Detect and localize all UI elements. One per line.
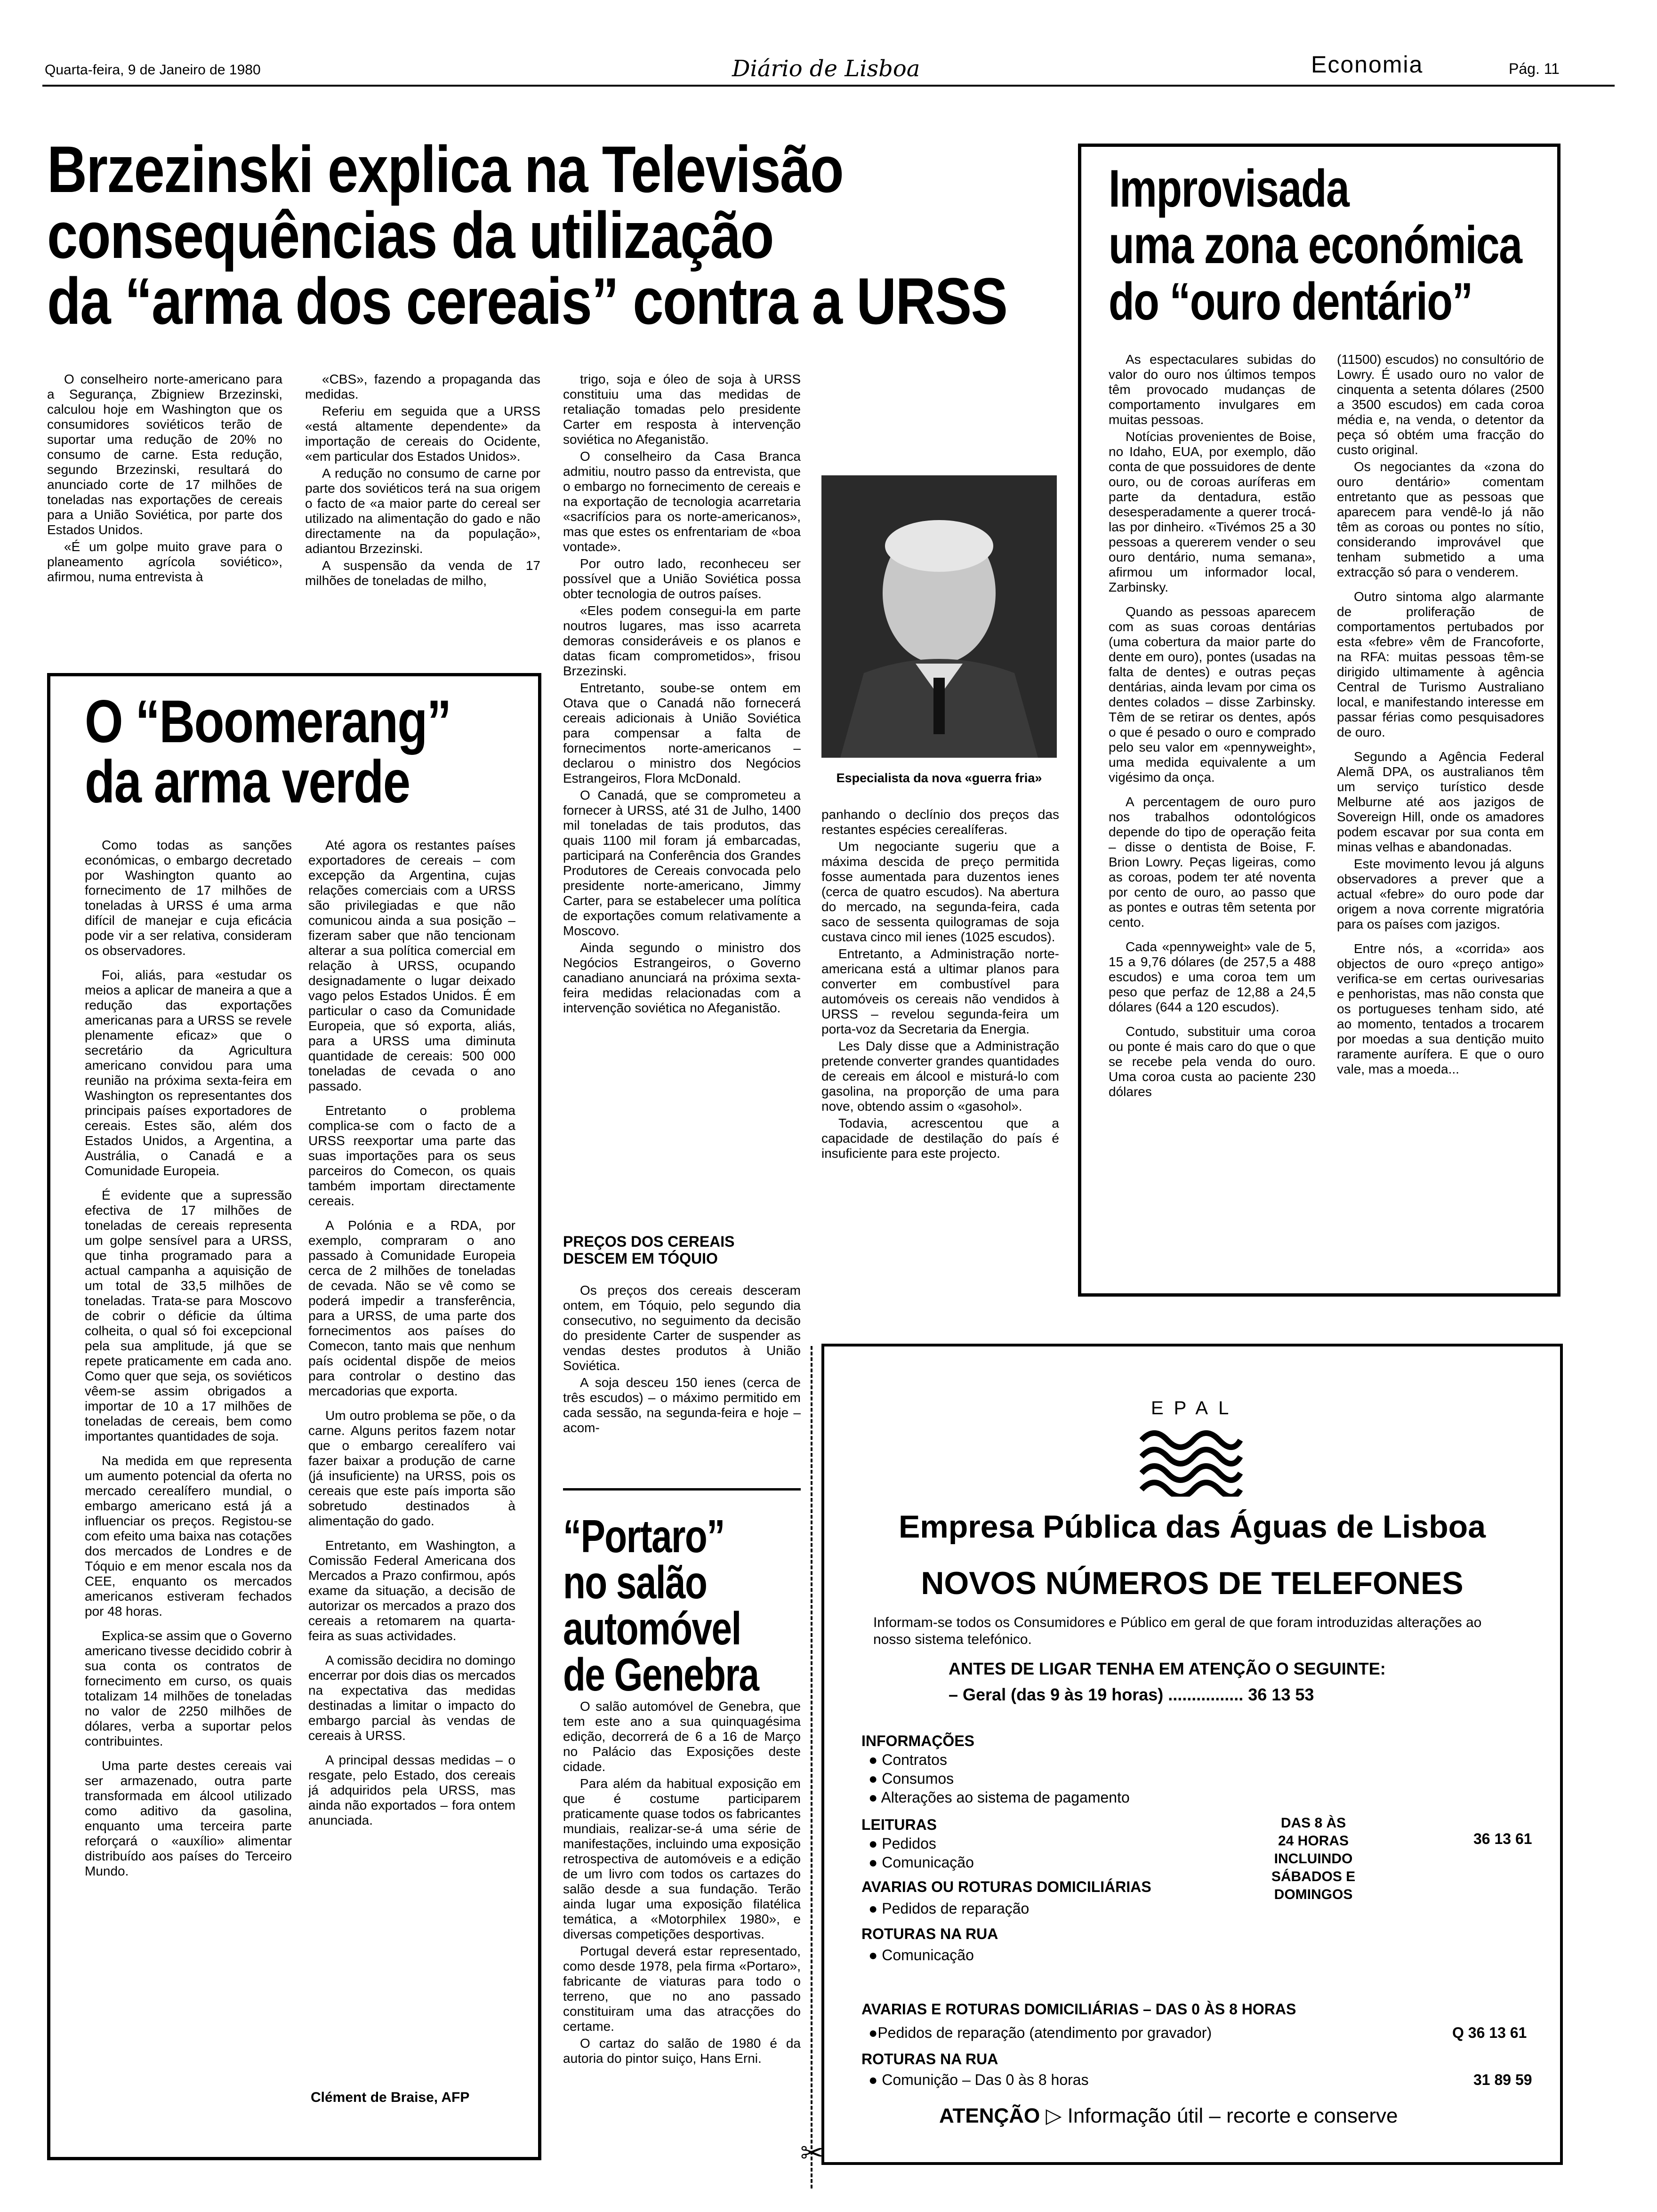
- paragraph: É evidente que a supressão efectiva de 17 milhões de toneladas de cereais representa um golpe sensível para a URSS, que tinha programado para a actual campanha a aquisição de um total de 33,5 milhões de toneladas. Trata-se para Moscovo de cobrir o déficie da última colheita, o qual só foi excepcional pela sua amplitude, já que se repete praticamente em cada ano. Como quer que seja, os soviéticos vêem-se assim obrigados a importar de 10 a 17 milhões de toneladas de cereais, bem como importantes quantidades de soja.: [85, 1188, 292, 1443]
- main-article-col2: [305, 372, 540, 654]
- ad-info-item-label: Alterações ao sistema de pagamento: [881, 1789, 1130, 1806]
- paragraph: A comissão decidira no domingo encerrar por dois dias os mercados na expectativa das medidas destinadas a limitar o impacto do embargo parcial às vendas de cereais à URSS.: [308, 1653, 515, 1743]
- paragraph: O conselheiro norte-americano para a Segurança, Zbigniew Brzezinski, calculou hoje em Washington que os consumidores soviéticos terão de suportar uma redução de 20% no consumo de carne. Esta redução, segundo Brzezinski, resultará do anunciado corte de 17 milhões de toneladas nas exportações de cereais para a União Soviética, por parte dos Estados Unidos.: [47, 372, 282, 537]
- boomerang-headline-line: O “Boomerang”: [85, 688, 451, 755]
- paragraph: Até agora os restantes países exportadores de cereais – com excepção da Argentina, cujas relações comerciais com a URSS são privilegiadas e que não comunicou ainda a sua posição – fizeram saber que não tencionam alterar a sua política comercial em relação à URSS, ocupando designadamente o lugar deixado vago pelos Estados Unidos. É em particular o caso da Comunidade Europeia, que só exporta, aliás, para a URSS uma diminuta quantidade de cereais: 500 000 toneladas de cevada o ano passado.: [308, 838, 515, 1093]
- ad-hours-block: [1243, 1814, 1384, 1904]
- paragraph: «Eles podem consegui-la em parte noutros lugares, mas isso acarreta demoras consideráveis e os planos e datas ficam comprometidos», frisou Brzezinski.: [563, 603, 801, 678]
- paragraph: Outro sintoma algo alarmante de proliferação de comportamentos pertubados por esta «febre» vêm de Francoforte, na RFA: muitas pessoas têm-se dirigido ultimamente à agência Central de Turismo Australiano local, e manifestando interesse em passar férias como pesquisadores de ouro.: [1337, 589, 1544, 739]
- paragraph: «CBS», fazendo a propaganda das medidas.: [305, 372, 540, 401]
- paragraph: Todavia, acrescentou que a capacidade de destilação do país é insuficiente para este projecto.: [821, 1116, 1059, 1161]
- paragraph: Entretanto o problema complica-se com o facto de a URSS reexportar uma parte das suas importações para os seus parceiros do Comecon, os quais também importam directamente cereais.: [308, 1103, 515, 1208]
- paragraph: Quando as pessoas aparecem com as suas coroas dentárias (uma cobertura da maior parte do dente em ouro), pontes (usadas na falta de dentes) e outras peças dentárias, ainda levam por cima os dentes colados – disse Zarbinsky. Têm de se retirar os dentes, após o que é pesado o ouro e comprado pelo seu valor em «pennyweight», uma medida equivalente a um vigésimo da onça.: [1109, 604, 1316, 785]
- ad-hours-line: DOMINGOS: [1274, 1887, 1353, 1902]
- ad-night-heading: AVARIAS E ROTURAS DOMICILIÁRIAS – DAS 0 ÀS 8 HORAS: [861, 2001, 1296, 2018]
- ad-info-item-label: Contratos: [882, 1751, 947, 1768]
- portaro-headline-line: “Portaro”: [563, 1510, 724, 1562]
- ad-hours-line: DAS 8 ÀS: [1280, 1815, 1346, 1831]
- paragraph: A Polónia e a RDA, por exemplo, compraram o ano passado à Comunidade Europeia cerca de 2 milhões de toneladas de cevada. Não se vê como se poderá impedir a transferência, para a URSS, de uma parte dos fornecimentos aos países do Comecon, tanto mais que nenhum país ocidental dispõe de meios para controlar o destino das mercadorias que exporta.: [308, 1218, 515, 1398]
- photo-caption: Especialista da nova «guerra fria»: [836, 771, 1042, 785]
- ad-night-number: Q 36 13 61: [1452, 2024, 1527, 2041]
- page-number: Pág. 11: [1509, 60, 1560, 77]
- ouro-colB: [1337, 352, 1544, 1289]
- paragraph: Referiu em seguida que a URSS «está altamente dependente» da importação de cereais do Ocidente, «em particular dos Estados Unidos».: [305, 404, 540, 464]
- paragraph: Entre nós, a «corrida» aos objectos de ouro «preço antigo» verifica-se em certas ourivesarias e penhoristas, mas não consta que os portugueses tenham sido, até ao momento, tentados a trocarem por moedas a sua dentição muito raramente aurífera. E que o ouro vale, mas a moeda...: [1337, 941, 1544, 1076]
- paragraph: A principal dessas medidas – o resgate, pelo Estado, dos cereais já adquiridos pela URSS, mas ainda não exportados – fora ontem anunciada.: [308, 1753, 515, 1827]
- portaro-headline-line: de Genebra: [563, 1649, 759, 1700]
- paragraph: A suspensão da venda de 17 milhões de toneladas de milho,: [305, 558, 540, 588]
- main-article-col3: [563, 372, 801, 1233]
- paragraph: Explica-se assim que o Governo americano tivesse decidido cobrir à sua conta os contratos de fornecimento em curso, os quais totalizam 14 milhões de toneladas no valor de 2250 milhões de dólares, verba a suportar pelos contribuintes.: [85, 1628, 292, 1748]
- paragraph: A percentagem de ouro puro nos trabalhos odontológicos depende do tipo de operação feita – disse o dentista de Boise, F. Brion Lowry. Peças ligeiras, como as coroas, podem ter até noventa por cento de ouro, ao passo que as pontes e outras têm setenta por cento.: [1109, 794, 1316, 930]
- epal-logo-text: EPAL: [1151, 1398, 1239, 1419]
- ouro-headline-line: do “ouro dentário”: [1109, 272, 1472, 331]
- epal-before: ANTES DE LIGAR TENHA EM ATENÇÃO O SEGUINTE:: [949, 1659, 1386, 1678]
- paragraph: Notícias provenientes de Boise, no Idaho, EUA, por exemplo, dão conta de que possuidores de dente ouro, ou de coroas auríferas em parte da dentadura, estão desesperadamente a querer trocá-las por dinheiro. «Tivémos 25 a 30 pessoas a quererem vender o seu ouro dentário, numa semana», afirmou um informador local, Zarbinsky.: [1109, 429, 1316, 594]
- scissors-icon: ✂: [800, 2137, 824, 2169]
- ad-leituras-item-label: Comunicação: [882, 1854, 974, 1871]
- paragraph: As espectaculares subidas do valor do ouro nos últimos tempos têm provocado mudanças de comportamento invulgares em muitas pessoas.: [1109, 352, 1316, 427]
- ad-leituras-item-label: Pedidos: [882, 1835, 936, 1852]
- epal-headline: NOVOS NÚMEROS DE TELEFONES: [921, 1565, 1464, 1601]
- paragraph: Cada «pennyweight» vale de 5, 15 a 9,76 dólares (de 257,5 a 488 escudos) e uma coroa tem um peso que perfaz de 12,88 a 24,5 dólares (644 a 120 escudos).: [1109, 939, 1316, 1014]
- paragraph: A redução no consumo de carne por parte dos soviéticos terá na sua origem o facto de «a maior parte do cereal ser utilizado na alimentação do gado e não directamente na da população», adiantou Brzezinski.: [305, 466, 540, 556]
- paragraph: Contudo, substituir uma coroa ou ponte é mais caro do que o que se recebe pela venda do ouro. Uma coroa custa ao paciente 230 dólares: [1109, 1024, 1316, 1099]
- paragraph: Como todas as sanções económicas, o embargo decretado por Washington quanto ao fornecimento de 17 milhões de toneladas à URSS é uma arma difícil de manejar e cuja eficácia pode vir a ser relativa, consideram os observadores.: [85, 838, 292, 958]
- boomerang-headline: [85, 688, 508, 816]
- ad-roturas2-item: ● Comunição – Das 0 às 8 horas: [869, 2071, 1089, 2088]
- paragraph: O cartaz do salão de 1980 é da autoria do pintor suiço, Hans Erni.: [563, 2036, 801, 2066]
- ad-avarias-item: ● Pedidos de reparação: [869, 1900, 1030, 1917]
- ad-info-item: ● Consumos: [869, 1770, 954, 1787]
- paragraph: Um negociante sugeriu que a máxima descida de preço permitida fosse aumentada para duzentos ienes (cerca de quatro escudos). Na abertura do mercado, na segunda-feira, cada saco de sessenta quilogramas de soja custava cinco mil ienes (1025 escudos).: [821, 839, 1059, 944]
- portaro-headline-line: automóvel: [563, 1603, 741, 1654]
- portaro-headline: [563, 1510, 808, 1700]
- ad-roturas2-item-label: Comunição – Das 0 às 8 horas: [882, 2071, 1089, 2088]
- ad-footer: [939, 2104, 1398, 2128]
- main-article-col4: [821, 807, 1059, 1315]
- epal-geral: – Geral (das 9 às 19 horas) ................ 36 13 53: [949, 1685, 1314, 1704]
- ad-roturas2-heading: ROTURAS NA RUA: [861, 2051, 998, 2068]
- ad-hours-number: 36 13 61: [1473, 1830, 1532, 1847]
- cereais-subarticle: [563, 1233, 801, 1478]
- paragraph: Na medida em que representa um aumento potencial da oferta no mercado cerealífero mundial, o embargo americano está já a influenciar os preços. Registou-se com efeito uma baixa nas cotações dos mercados de Londres e de Tóquio e em menor escala nos da CEE, enquanto os mercados americanos estiveram fechados por 48 horas.: [85, 1453, 292, 1619]
- ad-hours-line: INCLUINDO: [1274, 1851, 1353, 1867]
- paragraph: O conselheiro da Casa Branca admitiu, noutro passo da entrevista, que o embargo no fornecimento de cereais e na exportação de tecnologia acarretaria «sacrifícios para os norte-americanos», mas que estes os enfrentariam de «boa vontade».: [563, 449, 801, 554]
- paragraph: «É um golpe muito grave para o planeamento agrícola soviético», afirmou, numa entrevista à: [47, 539, 282, 584]
- header-rule: [42, 85, 1615, 87]
- ad-avarias-heading: AVARIAS OU ROTURAS DOMICILIÁRIAS: [861, 1878, 1151, 1895]
- ad-info-item-label: Consumos: [882, 1770, 954, 1787]
- ad-roturas-item-label: Comunicação: [882, 1947, 974, 1964]
- ad-info-heading: INFORMAÇÕES: [861, 1732, 974, 1749]
- play-triangle-icon: ▷: [1046, 2104, 1062, 2127]
- paragraph: Entretanto, em Washington, a Comissão Federal Americana dos Mercados a Prazo confirmou, após exame da situação, a decisão de autorizar os mercados a prazo dos cereais a retomarem na quarta-feira as suas actividades.: [308, 1538, 515, 1643]
- main-headline-line: da “arma dos cereais” contra a URSS: [47, 264, 1007, 338]
- ad-info-item: ● Contratos: [869, 1751, 947, 1768]
- paragraph: Este movimento levou já alguns observadores a prever que a actual «febre» do ouro pode dar origem a nova corrente migratória para os países com jazigos.: [1337, 857, 1544, 931]
- ouro-headline-line: uma zona económica: [1109, 216, 1522, 274]
- cereais-subhead: PREÇOS DOS CEREAIS DESCEM EM TÓQUIO: [563, 1233, 735, 1267]
- ad-leituras-item: ● Pedidos: [869, 1835, 936, 1852]
- boomerang-colB: [308, 838, 515, 2080]
- paragraph: Portugal deverá estar representado, como desde 1978, pela firma «Portaro», fabricante de viaturas para todo o terreno, que no ano passado constituiram uma das atracções do certame.: [563, 1944, 801, 2034]
- main-headline: [47, 132, 1007, 338]
- boomerang-byline: Clément de Braise, AFP: [311, 2090, 470, 2105]
- ad-hours-line: 24 HORAS: [1278, 1833, 1349, 1849]
- epal-company: Empresa Pública das Águas de Lisboa: [898, 1509, 1486, 1545]
- boomerang-colA: [85, 838, 292, 2118]
- paragraph: Foi, aliás, para «estudar os meios a aplicar de maneira a que a redução das exportações americanas para a URSS se revele plenamente eficaz» que o secretário da Agricultura americano convidou para uma reunião na próxima sexta-feira em Washington os representantes dos principais países exportadores de cereais. Estes são, além dos Estados Unidos, a Argentina, a Austrália, o Canadá e a Comunidade Europeia.: [85, 968, 292, 1178]
- portrait-image: [821, 475, 1057, 758]
- ad-leituras-heading: LEITURAS: [861, 1816, 937, 1833]
- ouro-colA: [1109, 352, 1316, 1289]
- paragraph: A soja desceu 150 ienes (cerca de três escudos) – o máximo permitido em cada sessão, na segunda-feira e hoje – acom-: [563, 1375, 801, 1435]
- epal-intro: Informam-se todos os Consumidores e Público em geral de que foram introduzidas alterações ao nosso sistema telefónico.: [873, 1615, 1482, 1647]
- ad-roturas-heading: ROTURAS NA RUA: [861, 1925, 998, 1942]
- ad-leituras-item: ● Comunicação: [869, 1854, 974, 1871]
- cut-line: [811, 1346, 812, 2188]
- newspaper-name: Diário de Lisboa: [732, 56, 920, 82]
- paragraph: Os preços dos cereais desceram ontem, em Tóquio, pelo segundo dia consecutivo, no seguimento da decisão do presidente Carter de suspender as vendas destes produtos à União Soviética.: [563, 1283, 801, 1373]
- section-name: Economia: [1311, 51, 1424, 78]
- paragraph: trigo, soja e óleo de soja à URSS constituiu uma das medidas de retaliação tomadas pelo presidente Carter em resposta à intervenção soviética no Afeganistão.: [563, 372, 801, 447]
- main-article-col1: [47, 372, 282, 654]
- main-headline-line: Brzezinski explica na Televisão: [47, 132, 843, 206]
- paragraph: Les Daly disse que a Administração pretende converter grandes quantidades de cereais em álcool e misturá-lo com gasolina, na proporção de uma para nove, obtendo assim o «gasohol».: [821, 1039, 1059, 1114]
- photo-brzezinski: [821, 475, 1057, 758]
- paragraph: O salão automóvel de Genebra, que tem este ano a sua quinquagésima edição, decorrerá de 6 a 16 de Março no Palácio das Exposições deste cidade.: [563, 1699, 801, 1774]
- paragraph: O Canadá, que se comprometeu a fornecer à URSS, até 31 de Julho, 1400 mil toneladas de tais produtos, das quais 1100 mil foram já embarcadas, participará na Conferência dos Grandes Produtores de Cereais convocada pelo presidente norte-americano, Jimmy Carter, para se estabelecer uma política de exportações comum relativamente a Moscovo.: [563, 788, 801, 938]
- paragraph: panhando o declínio dos preços das restantes espécies cerealíferas.: [821, 807, 1059, 837]
- ad-footer-attention: ATENÇÃO: [939, 2104, 1040, 2127]
- portaro-text: [563, 1699, 801, 2188]
- paragraph: Entretanto, a Administração norte-americana está a ultimar planos para converter em combustível para automóveis os cereais não vendidos à URSS – revelou segunda-feira um porta-voz da Secretaria da Energia.: [821, 946, 1059, 1036]
- cereais-rule: [563, 1488, 801, 1491]
- ad-info-item: ● Alterações ao sistema de pagamento: [869, 1789, 1130, 1806]
- ad-roturas-item: ● Comunicação: [869, 1947, 974, 1964]
- paragraph: Uma parte destes cereais vai ser armazenado, outra parte transformada em álcool utilizado como aditivo da gasolina, enquanto uma terceira parte reforçará o «auxílio» alimentar distribuído aos países do Terceiro Mundo.: [85, 1758, 292, 1878]
- ad-night-item: ●Pedidos de reparação (atendimento por gravador): [869, 2024, 1212, 2041]
- ouro-headline-line: Improvisada: [1109, 159, 1349, 218]
- main-headline-line: consequências da utilização: [47, 198, 773, 272]
- paragraph: Um outro problema se põe, o da carne. Alguns peritos fazem notar que o embargo cerealífero vai fazer baixar a produção de carne (já insuficiente) na URSS, pois os cereais que este país importa são sobretudo destinados à alimentação do gado.: [308, 1408, 515, 1528]
- ad-avarias-item-label: Pedidos de reparação: [882, 1900, 1030, 1917]
- paragraph: Os negociantes da «zona do ouro dentário» comentam entretanto que as pessoas que aparecem para vendê-lo já não têm as coroas ou pontes no sítio, considerando improvável que tenham submetido a uma extracção só para o venderem.: [1337, 459, 1544, 579]
- ad-roturas2-number: 31 89 59: [1473, 2071, 1532, 2088]
- paragraph: Segundo a Agência Federal Alemã DPA, os australianos têm um serviço turístico desde Melburne até aos jazigos de Sovereign Hill, onde os amadores podem escavar por sua conta em minas velhas e abandonadas.: [1337, 749, 1544, 854]
- boomerang-headline-line: da arma verde: [85, 748, 410, 816]
- waves-icon: [1139, 1426, 1243, 1497]
- portaro-headline-line: no salão: [563, 1556, 707, 1608]
- ad-night-item-label: Pedidos de reparação (atendimento por gravador): [877, 2024, 1212, 2041]
- paragraph: Por outro lado, reconheceu ser possível que a União Soviética possa obter tecnologia de outros países.: [563, 556, 801, 601]
- ad-footer-text: Informação útil – recorte e conserve: [1067, 2104, 1398, 2127]
- ad-hours-line: SÁBADOS E: [1271, 1869, 1356, 1884]
- header-date: Quarta-feira, 9 de Janeiro de 1980: [45, 62, 261, 78]
- ouro-headline: [1109, 159, 1560, 331]
- paragraph: Entretanto, soube-se ontem em Otava que o Canadá não fornecerá cereais adicionais à União Soviética para compensar a falta de fornecimentos norte-americanos – declarou o ministro dos Negócios Estrangeiros, Flora McDonald.: [563, 681, 801, 785]
- paragraph: (11500) escudos) no consultório de Lowry. É usado ouro no valor de cinquenta a setenta dólares (2500 a 3500 escudos) em cada coroa média e, na venda, o detentor da peça só obtém uma fracção do custo original.: [1337, 352, 1544, 457]
- paragraph: Para além da habitual exposição em que é costume participarem praticamente quase todos os fabricantes mundiais, realizar-se-á uma série de manifestações, incluindo uma exposição retrospectiva de automóveis e a edição de um livro com todos os cartazes do salão desde a sua fundação. Terão ainda lugar uma exposição filatélica temática, a «Motorphilex 1980», e diversas competições desportivas.: [563, 1776, 801, 1941]
- paragraph: Ainda segundo o ministro dos Negócios Estrangeiros, o Governo canadiano anunciará na próxima sexta-feira medidas relacionadas com a intervenção soviética no Afeganistão.: [563, 940, 801, 1015]
